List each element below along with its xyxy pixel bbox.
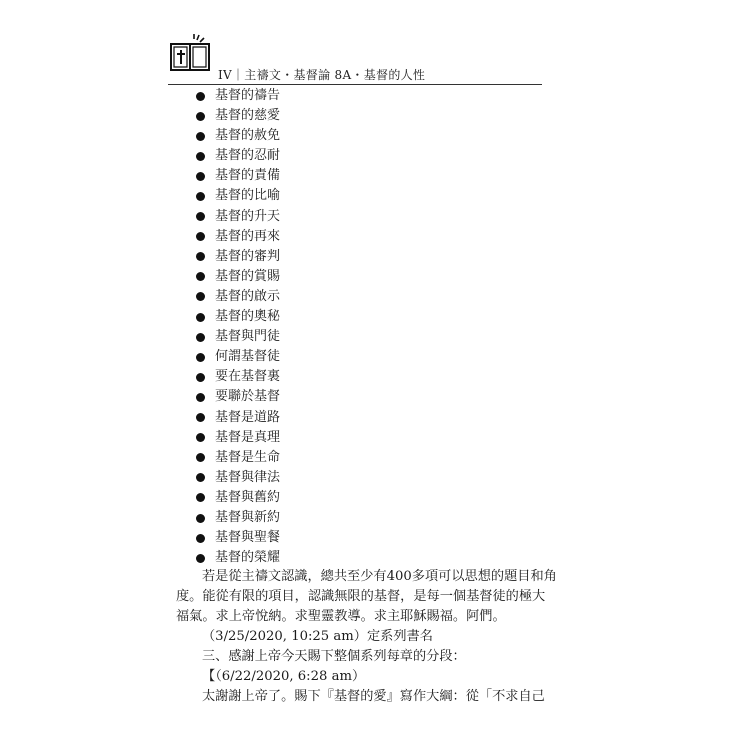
bullet-icon (196, 172, 205, 181)
paragraph-line: 度。能從有限的項目，認識無限的基督，是每一個基督徒的極大 (176, 589, 546, 604)
list-item (196, 347, 280, 367)
bullet-icon (196, 453, 205, 462)
running-header: IV｜主禱文・基督論 8A・基督的人性 (218, 68, 426, 82)
list-item (196, 528, 280, 548)
bullet-icon (196, 373, 205, 382)
list-item (196, 207, 280, 227)
bullet-icon (196, 252, 205, 261)
list-item-label: 基督的慈愛 (215, 108, 281, 124)
list-item (196, 548, 280, 568)
list-item (196, 227, 280, 247)
list-item-label: 基督與聖餐 (215, 530, 281, 546)
topic-list (196, 86, 280, 568)
paragraph-line: 太謝謝上帝了。賜下『基督的愛』寫作大綱：從「不求自己 (202, 689, 545, 704)
open-bible-cross-icon (168, 30, 212, 74)
paragraph-line: 若是從主禱文認識，總共至少有400多項可以思想的題目和角 (202, 569, 557, 584)
list-item (196, 408, 280, 428)
list-item (196, 307, 280, 327)
list-item-label: 基督與門徒 (215, 329, 281, 345)
bullet-icon (196, 132, 205, 141)
bullet-icon (196, 112, 205, 121)
bullet-icon (196, 413, 205, 422)
list-item (196, 106, 280, 126)
bullet-icon (196, 514, 205, 523)
header-rule (168, 84, 542, 85)
bullet-icon (196, 353, 205, 362)
list-item-label: 基督是道路 (215, 409, 281, 425)
list-item-label: 基督是真理 (215, 429, 281, 445)
list-item-label: 基督的啟示 (215, 288, 281, 304)
bullet-icon (196, 192, 205, 201)
list-item-label: 要聯於基督 (215, 389, 281, 405)
bullet-icon (196, 393, 205, 402)
list-item (196, 247, 280, 267)
bullet-icon (196, 292, 205, 301)
list-item (196, 367, 280, 387)
list-item (196, 387, 280, 407)
date-note: 【（6/22/2020, 6:28 am） (202, 669, 366, 684)
list-item (196, 468, 280, 488)
body-text (176, 567, 557, 707)
list-item-label: 基督的忍耐 (215, 148, 281, 164)
list-item-label: 基督的升天 (215, 208, 281, 224)
bullet-icon (196, 493, 205, 502)
list-item-label: 要在基督裏 (215, 369, 281, 385)
bullet-icon (196, 554, 205, 563)
list-item-label: 基督的奧秘 (215, 309, 281, 325)
list-item-label: 基督的再來 (215, 228, 281, 244)
list-item (196, 327, 280, 347)
list-item-label: 基督與律法 (215, 469, 281, 485)
bullet-icon (196, 272, 205, 281)
list-item-label: 基督的比喻 (215, 188, 281, 204)
date-note: （3/25/2020, 10:25 am）定系列書名 (202, 629, 433, 644)
list-item (196, 488, 280, 508)
list-item (196, 186, 280, 206)
list-item (196, 508, 280, 528)
bullet-icon (196, 212, 205, 221)
list-item-label: 何謂基督徒 (215, 349, 281, 365)
list-item-label: 基督與舊約 (215, 489, 281, 505)
bullet-icon (196, 333, 205, 342)
bullet-icon (196, 534, 205, 543)
list-item-label: 基督是生命 (215, 449, 281, 465)
list-item (196, 428, 280, 448)
list-item (196, 146, 280, 166)
list-item-label: 基督與新約 (215, 509, 281, 525)
list-item-label: 基督的審判 (215, 248, 281, 264)
list-item (196, 448, 280, 468)
bullet-icon (196, 313, 205, 322)
bullet-icon (196, 92, 205, 101)
list-item-label: 基督的榮耀 (215, 550, 281, 566)
bullet-icon (196, 152, 205, 161)
list-item (196, 86, 280, 106)
list-item-label: 基督的赦免 (215, 128, 281, 144)
section-heading: 三、感謝上帝今天賜下整個系列每章的分段： (202, 649, 466, 664)
list-item (196, 126, 280, 146)
bullet-icon (196, 473, 205, 482)
bullet-icon (196, 232, 205, 241)
list-item-label: 基督的責備 (215, 168, 281, 184)
bullet-icon (196, 433, 205, 442)
list-item (196, 166, 280, 186)
paragraph-line: 福氣。求上帝悅納。求聖靈教導。求主耶穌賜福。阿們。 (176, 609, 506, 624)
list-item-label: 基督的禱告 (215, 88, 281, 103)
list-item (196, 267, 280, 287)
list-item (196, 287, 280, 307)
list-item-label: 基督的賞賜 (215, 268, 281, 284)
